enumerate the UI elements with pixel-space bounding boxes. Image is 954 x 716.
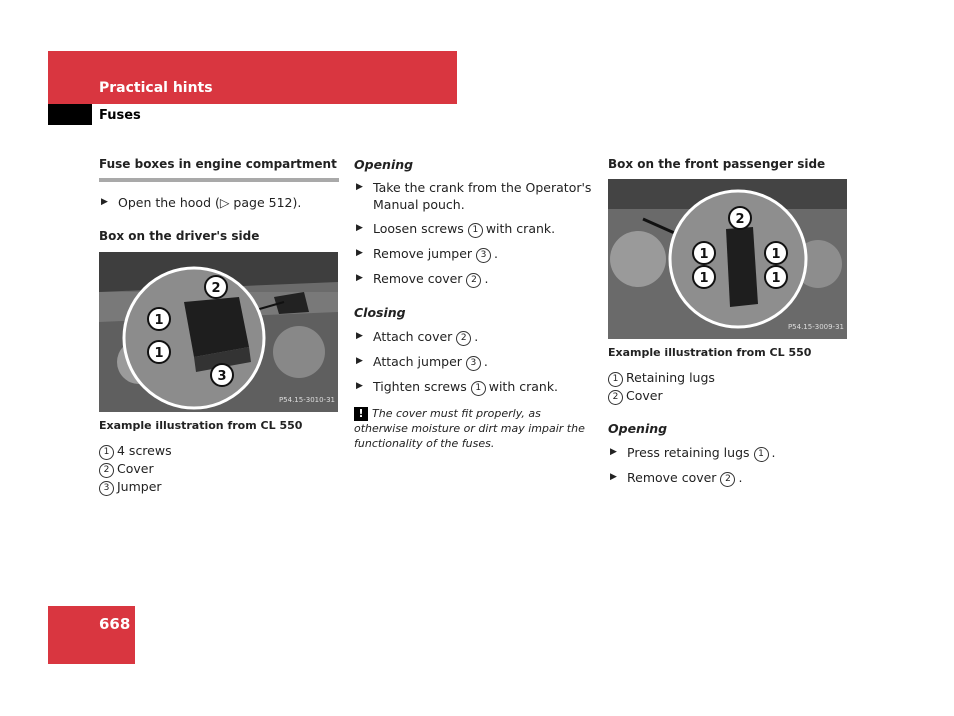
opening-label: Opening — [608, 421, 668, 436]
warning-note: ! The cover must fit properly, as otherwise moisture or dirt may impair the functionality of the fuses. — [354, 407, 585, 450]
step-remove-jumper: ▶ Remove jumper 3 . — [356, 246, 499, 261]
driver-side-photo — [99, 252, 338, 412]
page-number: 668 — [99, 615, 131, 633]
bullet-arrow-icon: ▶ — [610, 447, 617, 457]
column-middle — [354, 156, 594, 462]
step-take-crank: ▶ Take the crank from the Operator's Manual pouch. — [356, 180, 592, 212]
bullet-arrow-icon: ▶ — [356, 356, 363, 366]
header-band — [48, 51, 457, 104]
bullet-arrow-icon: ▶ — [101, 197, 108, 207]
svg-text:1: 1 — [154, 346, 164, 361]
step-loosen-screws: ▶ Loosen screws 1 with crank. — [356, 221, 556, 236]
passenger-side-heading: Box on the front passenger side — [608, 157, 826, 171]
step-attach-jumper: ▶ Attach jumper 3 . — [356, 354, 488, 369]
svg-text:1: 1 — [771, 247, 781, 262]
bullet-arrow-icon: ▶ — [356, 248, 363, 258]
step-remove-cover: ▶ Remove cover 2 . — [610, 470, 743, 485]
section-title: Practical hints — [99, 80, 213, 96]
photo-code: P54.15-3010-31 — [278, 396, 335, 404]
legend-item: 3 Jumper — [99, 478, 339, 496]
step-open-hood: ▶ Open the hood (▷ page 512). — [101, 195, 302, 210]
step-press-lugs: ▶ Press retaining lugs 1 . — [610, 445, 776, 460]
photo-code: P54.15-3009-31 — [787, 323, 844, 331]
closing-label: Closing — [354, 305, 406, 320]
photo-caption: Example illustration from CL 550 — [608, 346, 812, 359]
subsection-title: Fuses — [99, 108, 141, 123]
bullet-arrow-icon: ▶ — [356, 331, 363, 341]
legend-item: 1 4 screws — [99, 442, 339, 460]
heading-rule — [99, 178, 339, 182]
opening-label: Opening — [354, 157, 414, 172]
legend-list — [608, 369, 848, 405]
legend-list — [99, 442, 339, 496]
bullet-arrow-icon: ▶ — [356, 223, 363, 233]
bullet-arrow-icon: ▶ — [356, 273, 363, 283]
subheader-marker — [48, 104, 92, 125]
passenger-side-photo — [608, 179, 847, 339]
svg-text:1: 1 — [771, 271, 781, 286]
svg-text:1: 1 — [699, 247, 709, 262]
warning-icon: ! — [354, 407, 368, 421]
legend-item: 2 Cover — [99, 460, 339, 478]
photo-caption: Example illustration from CL 550 — [99, 419, 303, 432]
bullet-arrow-icon: ▶ — [356, 381, 363, 391]
legend-item: 2 Cover — [608, 387, 848, 405]
legend-item: 1 Retaining lugs — [608, 369, 848, 387]
column-right — [608, 156, 848, 487]
driver-side-heading: Box on the driver's side — [99, 229, 260, 243]
bullet-arrow-icon: ▶ — [356, 182, 363, 192]
svg-text:2: 2 — [211, 281, 221, 296]
svg-text:1: 1 — [154, 313, 164, 328]
svg-text:3: 3 — [217, 369, 227, 384]
step-tighten-screws: ▶ Tighten screws 1 with crank. — [356, 379, 559, 394]
column-left — [99, 156, 339, 496]
step-remove-cover: ▶ Remove cover 2 . — [356, 271, 489, 286]
step-attach-cover: ▶ Attach cover 2 . — [356, 329, 479, 344]
svg-text:2: 2 — [735, 212, 745, 227]
svg-text:1: 1 — [699, 271, 709, 286]
fuse-boxes-heading: Fuse boxes in engine compartment — [99, 157, 337, 171]
bullet-arrow-icon: ▶ — [610, 472, 617, 482]
